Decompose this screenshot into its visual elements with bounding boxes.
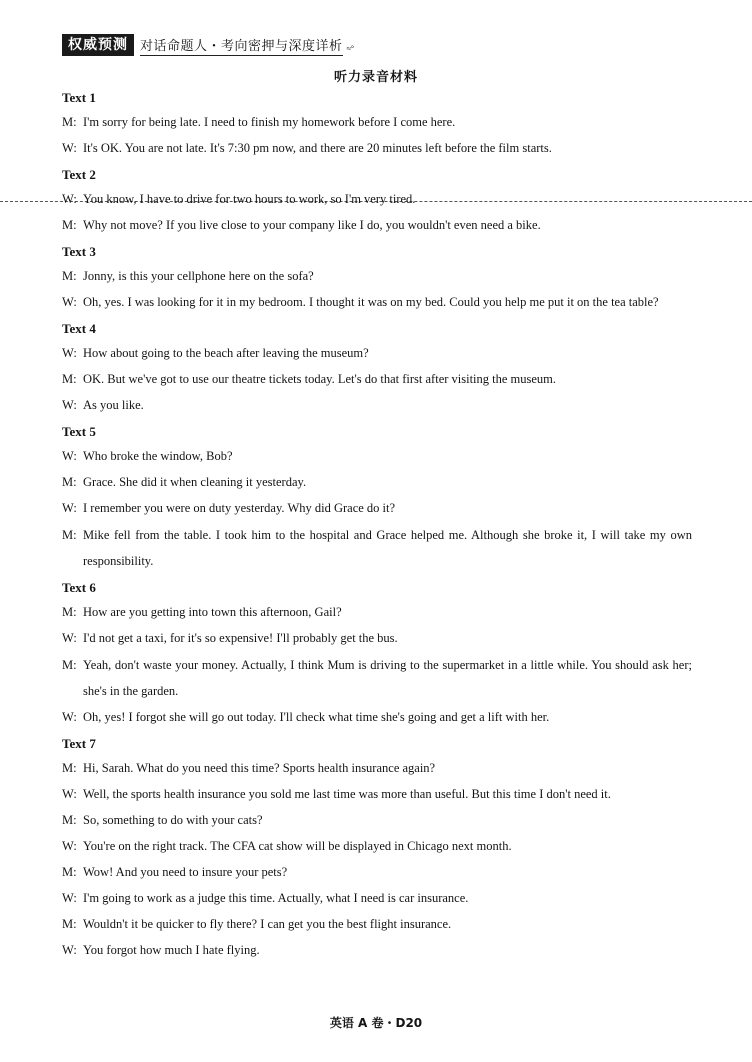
- speaker-label: W:: [62, 631, 77, 645]
- speaker-label: M:: [62, 218, 77, 232]
- dialogue-line: [62, 652, 692, 704]
- speaker-label: M:: [62, 658, 77, 672]
- header-badge: 权威预测: [62, 34, 134, 56]
- dialogue-text: You're on the right track. The CFA cat show will be displayed in Chicago next month.: [83, 839, 512, 853]
- dialogue-text: How about going to the beach after leaving the museum?: [83, 346, 369, 360]
- dialogue-text: I'd not get a taxi, for it's so expensive! I'll probably get the bus.: [83, 631, 398, 645]
- dialogue-text: It's OK. You are not late. It's 7:30 pm now, and there are 20 minutes left before the film starts.: [83, 141, 552, 155]
- dialogue-text: OK. But we've got to use our theatre tickets today. Let's do that first after visiting the museum.: [83, 372, 557, 386]
- speaker-label: W:: [62, 449, 77, 463]
- dialogue-text: So, something to do with your cats?: [83, 813, 263, 827]
- dialogue-line: [62, 474, 692, 491]
- dialogue-line: [62, 630, 692, 647]
- dialogue-line: [62, 890, 692, 907]
- speaker-label: W:: [62, 192, 77, 206]
- speaker-label: M:: [62, 865, 77, 879]
- dialogue-line: [62, 709, 692, 726]
- dialogue-text: How are you getting into town this afternoon, Gail?: [83, 605, 342, 619]
- dialogue-line: [62, 371, 692, 388]
- page-footer: 英语 A 卷・D20: [329, 1016, 423, 1030]
- section-title: Text 7: [62, 736, 96, 751]
- dialogue-text: As you like.: [83, 398, 144, 412]
- dialogue-line: [62, 191, 692, 208]
- speaker-label: W:: [62, 346, 77, 360]
- dialogue-line: [62, 500, 692, 517]
- page-title: 听力录音材料: [333, 70, 418, 85]
- speaker-label: W:: [62, 710, 77, 724]
- dialogue-line: [62, 217, 692, 234]
- dialogue-line: [62, 345, 692, 362]
- speaker-label: W:: [62, 295, 77, 309]
- speaker-label: W:: [62, 943, 77, 957]
- dialogue-text: Well, the sports health insurance you sold me last time was more than useful. But this time I don't need it.: [83, 787, 611, 801]
- dialogue-text: Why not move? If you live close to your company like I do, you wouldn't even need a bike.: [83, 218, 541, 232]
- speaker-label: W:: [62, 839, 77, 853]
- dialogue-text: You know, I have to drive for two hours to work, so I'm very tired.: [83, 192, 416, 206]
- speaker-label: W:: [62, 141, 77, 155]
- dialogue-text: Mike fell from the table. I took him to the hospital and Grace helped me. Although she broke it, I will take my own responsibility.: [83, 528, 692, 568]
- speaker-label: W:: [62, 787, 77, 801]
- dialogue-text: You forgot how much I hate flying.: [83, 943, 260, 957]
- section-title: Text 5: [62, 424, 96, 439]
- dialogue-line: [62, 268, 692, 285]
- dialogue-line: [62, 838, 692, 855]
- speaker-label: M:: [62, 813, 77, 827]
- speaker-label: M:: [62, 917, 77, 931]
- dialogue-line: [62, 114, 692, 131]
- dialogue-text: Wouldn't it be quicker to fly there? I can get you the best flight insurance.: [83, 917, 452, 931]
- dialogue-line: [62, 397, 692, 414]
- header-mark: ≈°: [346, 43, 355, 53]
- dialogue-line: [62, 140, 692, 157]
- speaker-label: M:: [62, 605, 77, 619]
- dialogue-text: Jonny, is this your cellphone here on the sofa?: [83, 269, 314, 283]
- speaker-label: W:: [62, 398, 77, 412]
- header-subtitle: 对话命题人・考向密押与深度详析: [140, 35, 343, 56]
- dialogue-line: [62, 864, 692, 881]
- section-title: Text 1: [62, 90, 96, 105]
- speaker-label: M:: [62, 761, 77, 775]
- section-title: Text 4: [62, 321, 96, 336]
- dialogue-line: [62, 916, 692, 933]
- dialogue-text: Oh, yes. I was looking for it in my bedroom. I thought it was on my bed. Could you help me put it on the tea table?: [83, 295, 659, 309]
- speaker-label: W:: [62, 891, 77, 905]
- speaker-label: M:: [62, 372, 77, 386]
- speaker-label: W:: [62, 501, 77, 515]
- speaker-label: M:: [62, 269, 77, 283]
- dialogue-line: [62, 448, 692, 465]
- dialogue-text: Who broke the window, Bob?: [83, 449, 233, 463]
- speaker-label: M:: [62, 475, 77, 489]
- dialogue-text: I'm going to work as a judge this time. Actually, what I need is car insurance.: [83, 891, 469, 905]
- dialogue-text: Wow! And you need to insure your pets?: [83, 865, 288, 879]
- dialogue-line: [62, 786, 692, 803]
- speaker-label: M:: [62, 528, 77, 542]
- dialogue-line: [62, 812, 692, 829]
- section-title: Text 6: [62, 580, 96, 595]
- dialogue-text: I'm sorry for being late. I need to finish my homework before I come here.: [83, 115, 456, 129]
- section-title: Text 3: [62, 244, 96, 259]
- section-title: Text 2: [62, 167, 96, 182]
- dialogue-text: Oh, yes! I forgot she will go out today. I'll check what time she's going and get a lift with her.: [83, 710, 550, 724]
- dialogue-line: [62, 942, 692, 959]
- dialogue-line: [62, 294, 692, 311]
- speaker-label: M:: [62, 115, 77, 129]
- dialogue-text: Yeah, don't waste your money. Actually, I think Mum is driving to the supermarket in a little while. You should ask her; she's in the garden.: [83, 658, 692, 698]
- transcript: [62, 89, 692, 968]
- dialogue-line: [62, 760, 692, 777]
- dialogue-text: Hi, Sarah. What do you need this time? Sports health insurance again?: [83, 761, 436, 775]
- dialogue-text: I remember you were on duty yesterday. Why did Grace do it?: [83, 501, 396, 515]
- dialogue-line: [62, 522, 692, 574]
- header: [62, 34, 354, 56]
- dialogue-line: [62, 604, 692, 621]
- dialogue-text: Grace. She did it when cleaning it yesterday.: [83, 475, 307, 489]
